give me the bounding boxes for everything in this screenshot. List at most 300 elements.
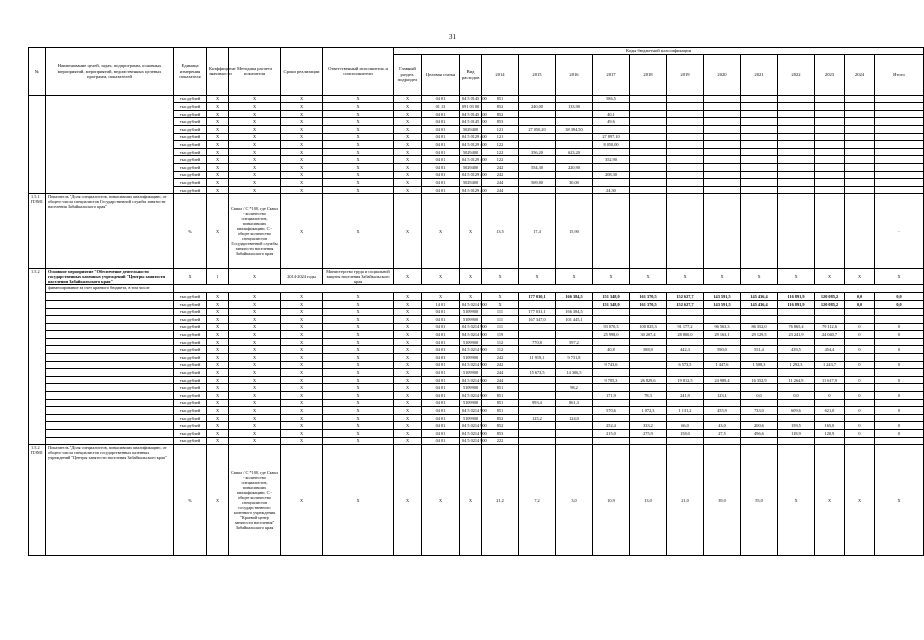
table-cell: X bbox=[207, 376, 229, 384]
table-cell bbox=[519, 186, 556, 194]
table-cell: 122 bbox=[482, 156, 519, 164]
table-cell: 04 5 0214 900 bbox=[460, 300, 482, 308]
table-cell: X bbox=[281, 354, 323, 362]
table-cell: X bbox=[394, 430, 422, 438]
table-cell: 0,0 bbox=[875, 293, 924, 301]
table-cell: 0,0 bbox=[778, 392, 815, 400]
table-row bbox=[29, 338, 924, 346]
table-cell: X bbox=[593, 269, 630, 285]
table-cell: - bbox=[875, 194, 924, 269]
table-row bbox=[29, 422, 924, 430]
table-row bbox=[29, 407, 924, 415]
table-cell bbox=[778, 338, 815, 346]
table-cell: 04 01 bbox=[422, 186, 460, 194]
table-cell: 04 01 bbox=[422, 384, 460, 392]
table-cell: 04 5 0214 900 bbox=[460, 376, 482, 384]
table-cell: X bbox=[207, 300, 229, 308]
table-cell bbox=[778, 118, 815, 126]
table-cell bbox=[875, 437, 924, 445]
table-cell: 9 743,6 bbox=[593, 361, 630, 369]
table-cell: 04 01 bbox=[422, 110, 460, 118]
table-cell: X bbox=[394, 194, 422, 269]
table-cell: X bbox=[281, 392, 323, 400]
table-cell: X bbox=[229, 308, 281, 316]
table-cell: X bbox=[281, 407, 323, 415]
table-cell bbox=[519, 110, 556, 118]
table-cell: 21,0 bbox=[667, 445, 704, 556]
table-cell: тыс.рублей bbox=[174, 148, 207, 156]
table-cell: тыс.рублей bbox=[174, 338, 207, 346]
header-responsible: Ответственный исполнитель и соисполнители bbox=[323, 48, 394, 96]
table-cell: X bbox=[323, 293, 394, 301]
table-cell bbox=[741, 414, 778, 422]
table-cell bbox=[704, 316, 741, 324]
header-coefficient: Коэффициент значимости bbox=[207, 48, 229, 96]
table-cell bbox=[593, 338, 630, 346]
table-cell bbox=[46, 346, 174, 354]
table-cell: 55,0 bbox=[741, 445, 778, 556]
table-cell bbox=[630, 308, 667, 316]
table-cell: 143 591,5 bbox=[704, 300, 741, 308]
table-cell bbox=[704, 118, 741, 126]
indicator-method: Сквал / С *100, где Сквал - количество специалистов, повысивших квалификацию; С - общее количество специалистов Государственной службы занятости населения Забайкальского края bbox=[229, 194, 281, 269]
table-cell bbox=[741, 156, 778, 164]
table-cell: 04 01 bbox=[422, 163, 460, 171]
table-cell bbox=[815, 133, 845, 141]
table-cell: 171,9 bbox=[593, 392, 630, 400]
table-cell: 586,5 bbox=[593, 95, 630, 103]
table-cell bbox=[875, 133, 924, 141]
table-cell: 17,4 bbox=[519, 194, 556, 269]
table-cell bbox=[704, 179, 741, 187]
table-cell: X bbox=[323, 323, 394, 331]
table-cell: 15,90 bbox=[556, 194, 593, 269]
table-cell: 0,0 bbox=[845, 293, 875, 301]
table-cell: 0 bbox=[875, 392, 924, 400]
table-cell: 121 bbox=[482, 133, 519, 141]
table-cell: тыс.рублей bbox=[174, 384, 207, 392]
table-cell: X bbox=[323, 392, 394, 400]
table-cell: тыс.рублей bbox=[174, 437, 207, 445]
table-cell bbox=[741, 308, 778, 316]
table-cell: X bbox=[323, 133, 394, 141]
table-cell: X bbox=[229, 186, 281, 194]
table-cell bbox=[519, 118, 556, 126]
table-cell: 04 01 bbox=[422, 338, 460, 346]
table-cell bbox=[556, 331, 593, 339]
table-cell: X bbox=[229, 369, 281, 377]
table-cell: X bbox=[281, 163, 323, 171]
table-cell bbox=[667, 110, 704, 118]
table-cell: X bbox=[207, 331, 229, 339]
table-cell bbox=[704, 103, 741, 111]
table-cell bbox=[704, 156, 741, 164]
table-cell: X bbox=[207, 338, 229, 346]
table-cell: тыс.рублей bbox=[174, 430, 207, 438]
table-cell: тыс.рублей bbox=[174, 422, 207, 430]
table-cell bbox=[704, 414, 741, 422]
table-cell bbox=[593, 308, 630, 316]
table-cell bbox=[519, 331, 556, 339]
table-cell bbox=[593, 125, 630, 133]
table-cell bbox=[630, 133, 667, 141]
table-cell bbox=[741, 437, 778, 445]
table-cell: 120 085,2 bbox=[815, 293, 845, 301]
table-cell: X bbox=[394, 361, 422, 369]
table-cell: X bbox=[704, 269, 741, 285]
table-cell: 0 bbox=[845, 422, 875, 430]
table-cell: X bbox=[281, 316, 323, 324]
table-cell bbox=[815, 369, 845, 377]
table-cell: X bbox=[422, 194, 460, 269]
table-cell: X bbox=[229, 171, 281, 179]
table-cell bbox=[46, 316, 174, 324]
table-cell: 623,20 bbox=[556, 148, 593, 156]
indicator-unit: % bbox=[174, 194, 207, 269]
table-cell: 242 bbox=[482, 171, 519, 179]
table-cell bbox=[46, 293, 174, 301]
table-cell: X bbox=[207, 346, 229, 354]
table-cell: 118,9 bbox=[778, 430, 815, 438]
table-cell: 166 384,5 bbox=[556, 308, 593, 316]
table-cell: 125,2 bbox=[519, 414, 556, 422]
table-cell: X bbox=[281, 95, 323, 103]
table-cell bbox=[519, 323, 556, 331]
table-cell bbox=[667, 369, 704, 377]
table-cell: X bbox=[207, 323, 229, 331]
table-cell: 551,4 bbox=[741, 346, 778, 354]
table-cell: 5029400 bbox=[460, 148, 482, 156]
table-cell bbox=[556, 392, 593, 400]
table-cell: X bbox=[394, 407, 422, 415]
table-cell bbox=[815, 179, 845, 187]
table-cell bbox=[845, 338, 875, 346]
table-cell: 40,1 bbox=[593, 110, 630, 118]
table-cell: X bbox=[207, 179, 229, 187]
table-cell: 116 891,9 bbox=[778, 300, 815, 308]
table-cell: 5029400 bbox=[460, 179, 482, 187]
table-cell: X bbox=[207, 316, 229, 324]
table-cell: 27 050,20 bbox=[519, 125, 556, 133]
table-cell: 04 01 bbox=[422, 95, 460, 103]
table-cell bbox=[741, 179, 778, 187]
table-cell bbox=[741, 133, 778, 141]
table-cell: 215,0 bbox=[593, 430, 630, 438]
table-cell bbox=[741, 110, 778, 118]
table-cell bbox=[519, 384, 556, 392]
table-cell: X bbox=[229, 346, 281, 354]
table-cell: 770,8 bbox=[519, 338, 556, 346]
table-cell: X bbox=[482, 269, 519, 285]
table-cell bbox=[46, 422, 174, 430]
table-cell: X bbox=[207, 186, 229, 194]
table-cell: X bbox=[323, 414, 394, 422]
table-cell: 1 131,2 bbox=[667, 407, 704, 415]
table-cell: тыс.рублей bbox=[174, 399, 207, 407]
table-cell: 111 bbox=[482, 308, 519, 316]
table-cell bbox=[778, 179, 815, 187]
table-row bbox=[29, 354, 924, 362]
table-cell: 120 085,2 bbox=[815, 300, 845, 308]
table-cell: X bbox=[323, 316, 394, 324]
table-cell: 852 bbox=[482, 422, 519, 430]
table-cell: 0 bbox=[845, 376, 875, 384]
table-cell bbox=[875, 95, 924, 103]
table-cell: 609,6 bbox=[778, 407, 815, 415]
table-cell: X bbox=[394, 354, 422, 362]
table-row bbox=[29, 316, 924, 324]
table-cell: 242 bbox=[482, 354, 519, 362]
table-cell: 6 573,5 bbox=[667, 361, 704, 369]
table-cell: 151 348,0 bbox=[593, 300, 630, 308]
table-cell: X bbox=[281, 194, 323, 269]
table-cell: 111 bbox=[482, 323, 519, 331]
table-cell: X bbox=[229, 392, 281, 400]
table-cell bbox=[667, 156, 704, 164]
table-cell: 851 bbox=[482, 384, 519, 392]
table-cell bbox=[815, 156, 845, 164]
table-cell bbox=[519, 407, 556, 415]
header-number: № bbox=[29, 48, 46, 96]
table-cell bbox=[845, 437, 875, 445]
table-cell bbox=[556, 133, 593, 141]
table-row bbox=[29, 399, 924, 407]
table-cell: X bbox=[741, 269, 778, 285]
table-cell bbox=[741, 125, 778, 133]
table-cell bbox=[845, 179, 875, 187]
table-cell: 3,0 bbox=[556, 445, 593, 556]
table-cell: X bbox=[229, 338, 281, 346]
table-cell: 0 bbox=[845, 361, 875, 369]
table-cell bbox=[630, 141, 667, 149]
table-cell: 853 bbox=[482, 430, 519, 438]
table-cell: 04 01 bbox=[422, 422, 460, 430]
table-cell: 04 01 bbox=[422, 376, 460, 384]
table-cell bbox=[704, 437, 741, 445]
table-cell: X bbox=[207, 171, 229, 179]
financing-label: финансирование за счет краевого бюджета, в том числе bbox=[46, 285, 174, 293]
table-cell: 1 508,3 bbox=[741, 361, 778, 369]
table-cell bbox=[845, 103, 875, 111]
table-cell bbox=[704, 354, 741, 362]
table-cell bbox=[815, 194, 845, 269]
table-cell: X bbox=[229, 354, 281, 362]
table-cell: X bbox=[394, 133, 422, 141]
table-cell bbox=[845, 308, 875, 316]
table-cell: X bbox=[323, 354, 394, 362]
row-name-cell bbox=[46, 95, 174, 194]
table-cell bbox=[778, 308, 815, 316]
table-cell bbox=[778, 103, 815, 111]
table-cell: 5029400 bbox=[460, 125, 482, 133]
table-cell: X bbox=[229, 407, 281, 415]
table-cell bbox=[778, 384, 815, 392]
table-cell bbox=[519, 430, 556, 438]
table-cell: X bbox=[323, 361, 394, 369]
table-cell bbox=[630, 95, 667, 103]
table-cell bbox=[46, 430, 174, 438]
table-cell: X bbox=[207, 148, 229, 156]
table-cell bbox=[46, 399, 174, 407]
indicator-coefficient: X bbox=[207, 194, 229, 269]
table-cell bbox=[593, 316, 630, 324]
table-cell: 04 01 bbox=[422, 399, 460, 407]
table-cell: X bbox=[875, 445, 924, 556]
table-cell: X bbox=[207, 430, 229, 438]
table-cell: X bbox=[394, 269, 422, 285]
table-cell: 111 bbox=[482, 316, 519, 324]
header-year: 2019 bbox=[667, 54, 704, 95]
header-name: Наименование целей, задач, подпрограмм, основных мероприятий, мероприятий, ведомственных целевых программ, показателей bbox=[46, 48, 174, 96]
table-cell: 112 bbox=[482, 338, 519, 346]
table-cell: 25 998,0 bbox=[593, 331, 630, 339]
table-cell bbox=[845, 125, 875, 133]
table-cell: 04 5 0214 900 bbox=[460, 346, 482, 354]
table-cell bbox=[704, 95, 741, 103]
table-cell: X bbox=[394, 103, 422, 111]
indicator-number: 1.5.1 ПЭМ1 bbox=[29, 194, 46, 269]
table-cell: X bbox=[394, 148, 422, 156]
table-cell bbox=[815, 186, 845, 194]
table-cell: 851 bbox=[482, 392, 519, 400]
table-cell bbox=[630, 186, 667, 194]
table-cell: X bbox=[845, 445, 875, 556]
table-cell bbox=[704, 194, 741, 269]
table-cell: X bbox=[519, 269, 556, 285]
table-cell bbox=[875, 384, 924, 392]
table-cell: 04 01 bbox=[422, 141, 460, 149]
table-cell bbox=[875, 163, 924, 171]
table-cell: 16 352,9 bbox=[741, 376, 778, 384]
table-cell bbox=[875, 186, 924, 194]
table-cell: X bbox=[394, 392, 422, 400]
table-cell: 7,2 bbox=[519, 445, 556, 556]
table-cell: 04 5 0129 400 bbox=[460, 156, 482, 164]
table-cell: 04 5 0129 400 bbox=[460, 141, 482, 149]
table-cell bbox=[778, 171, 815, 179]
table-cell bbox=[741, 354, 778, 362]
table-cell bbox=[778, 186, 815, 194]
table-cell bbox=[815, 437, 845, 445]
table-cell bbox=[667, 354, 704, 362]
table-cell: 851 bbox=[482, 95, 519, 103]
table-cell: 597,2 bbox=[556, 338, 593, 346]
table-cell: 220,90 bbox=[556, 163, 593, 171]
table-cell bbox=[741, 141, 778, 149]
table-cell: тыс.рублей bbox=[174, 392, 207, 400]
table-cell: 27 897,10 bbox=[593, 133, 630, 141]
table-cell: тыс.рублей bbox=[174, 316, 207, 324]
table-cell: 242 bbox=[482, 361, 519, 369]
table-cell: X bbox=[229, 163, 281, 171]
table-cell bbox=[778, 437, 815, 445]
table-cell: 121 bbox=[482, 125, 519, 133]
table-row bbox=[29, 308, 924, 316]
table-cell bbox=[815, 125, 845, 133]
table-cell: X bbox=[207, 308, 229, 316]
table-cell bbox=[667, 118, 704, 126]
table-cell: 01 13 bbox=[422, 103, 460, 111]
table-cell bbox=[845, 186, 875, 194]
header-year: 2016 bbox=[556, 54, 593, 95]
table-cell bbox=[667, 148, 704, 156]
table-cell bbox=[845, 316, 875, 324]
table-cell: 43,0 bbox=[704, 422, 741, 430]
table-cell bbox=[630, 103, 667, 111]
table-cell: 24 989,4 bbox=[704, 376, 741, 384]
event-term: 2014-2024 годы bbox=[281, 269, 323, 285]
table-cell bbox=[519, 133, 556, 141]
table-cell bbox=[704, 141, 741, 149]
table-cell bbox=[704, 133, 741, 141]
table-cell bbox=[593, 399, 630, 407]
indicator-name: Показатель "Доля специалистов, повысивших квалификацию, от общего числа специалистов государственных казенных учреждений "Центры занятости населения Забайкальского края" bbox=[46, 445, 174, 556]
table-cell: тыс.рублей bbox=[174, 156, 207, 164]
table-cell: X bbox=[281, 437, 323, 445]
table-cell bbox=[667, 399, 704, 407]
table-cell: 161 370,5 bbox=[630, 300, 667, 308]
table-cell bbox=[630, 194, 667, 269]
table-cell bbox=[46, 308, 174, 316]
table-cell: X bbox=[281, 338, 323, 346]
table-cell: 242 bbox=[482, 163, 519, 171]
table-cell: 0 bbox=[845, 407, 875, 415]
table-cell bbox=[845, 141, 875, 149]
table-cell: 0 bbox=[845, 392, 875, 400]
table-cell bbox=[815, 399, 845, 407]
table-cell: X bbox=[207, 407, 229, 415]
table-cell: 166 384,5 bbox=[556, 293, 593, 301]
table-cell: 29 129,5 bbox=[741, 331, 778, 339]
table-cell: 04 01 bbox=[422, 133, 460, 141]
indicator-number: 1.5.2 ПЭМ1 bbox=[29, 445, 46, 556]
table-cell bbox=[778, 133, 815, 141]
table-cell bbox=[630, 414, 667, 422]
table-cell: 455,9 bbox=[704, 407, 741, 415]
table-cell bbox=[556, 323, 593, 331]
table-cell: 91 177,2 bbox=[667, 323, 704, 331]
table-cell: 04 5 0129 400 bbox=[460, 171, 482, 179]
table-cell: 0 bbox=[875, 376, 924, 384]
table-cell bbox=[875, 316, 924, 324]
table-cell: X bbox=[323, 437, 394, 445]
table-cell bbox=[875, 141, 924, 149]
table-cell bbox=[778, 194, 815, 269]
header-year: 2014 bbox=[482, 54, 519, 95]
table-cell: 13,5 bbox=[482, 194, 519, 269]
table-cell bbox=[845, 354, 875, 362]
table-cell: 04 01 bbox=[422, 346, 460, 354]
table-cell: X bbox=[394, 118, 422, 126]
table-cell: X bbox=[281, 308, 323, 316]
table-cell bbox=[556, 376, 593, 384]
table-cell: 0 bbox=[815, 392, 845, 400]
table-cell: 120,9 bbox=[815, 430, 845, 438]
table-cell bbox=[704, 186, 741, 194]
table-cell: 04 01 bbox=[422, 148, 460, 156]
table-cell: X bbox=[281, 384, 323, 392]
table-cell: тыс.рублей bbox=[174, 141, 207, 149]
table-row bbox=[29, 376, 924, 384]
table-cell: 145 436,4 bbox=[741, 300, 778, 308]
table-cell bbox=[875, 156, 924, 164]
table-cell: 588,9 bbox=[630, 346, 667, 354]
table-cell bbox=[704, 148, 741, 156]
table-cell: 570,6 bbox=[593, 407, 630, 415]
table-cell: X bbox=[394, 141, 422, 149]
table-cell bbox=[630, 437, 667, 445]
table-cell: 04 01 bbox=[422, 118, 460, 126]
